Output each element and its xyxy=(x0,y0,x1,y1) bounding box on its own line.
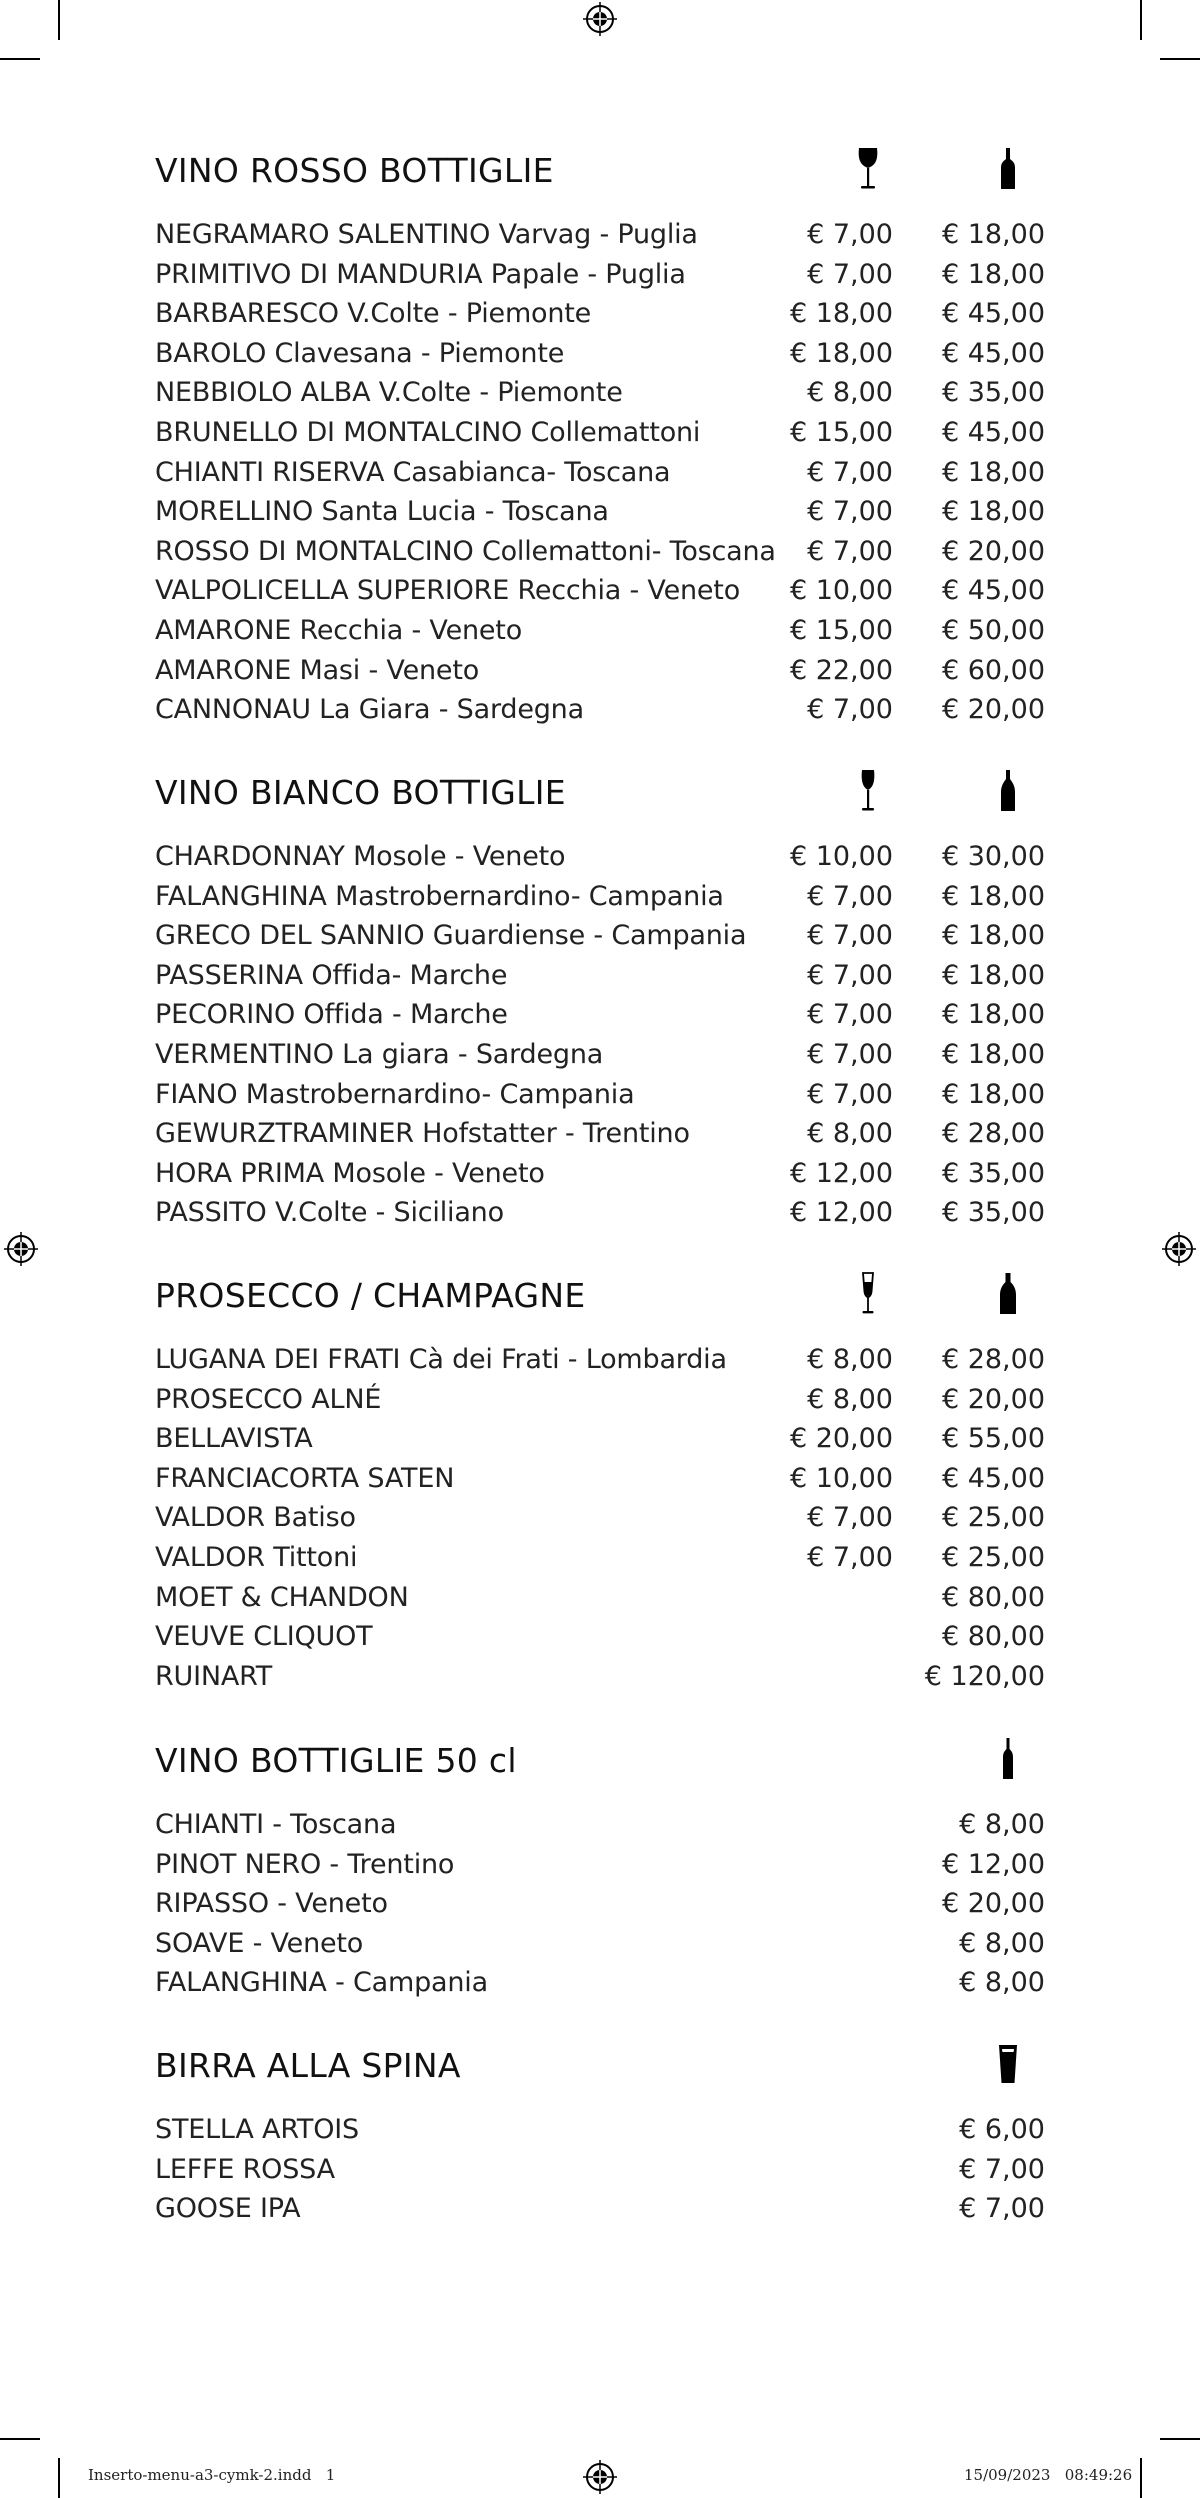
glass-price: € 10,00 xyxy=(789,1462,893,1494)
list-item xyxy=(155,651,1055,691)
section-birra-spina xyxy=(155,2040,1055,2229)
bottle-price: € 45,00 xyxy=(941,337,1045,369)
list-item xyxy=(155,1380,1055,1420)
wine-name: VEUVE CLIQUOT xyxy=(155,1621,373,1653)
wine-name: NEGRAMARO SALENTINO Varvag - Puglia xyxy=(155,219,698,250)
list-item xyxy=(155,453,1055,493)
list-item xyxy=(155,1805,1055,1845)
bottle-price: € 18,00 xyxy=(941,456,1045,488)
bottle-price: € 45,00 xyxy=(941,1462,1045,1494)
list-item xyxy=(155,373,1055,413)
glass-price: € 18,00 xyxy=(789,298,893,330)
bottle-price: € 8,00 xyxy=(959,1927,1045,1959)
registration-mark-icon xyxy=(583,2,617,36)
list-item xyxy=(155,1924,1055,1964)
bottle-price: € 35,00 xyxy=(941,377,1045,409)
bottle-price: € 45,00 xyxy=(941,416,1045,448)
glass-price: € 7,00 xyxy=(807,1502,893,1534)
footer-filename: Inserto-menu-a3-cymk-2.indd 1 xyxy=(88,2466,336,2484)
wine-name: CHIANTI RISERVA Casabianca- Toscana xyxy=(155,456,671,488)
list-item xyxy=(155,1538,1055,1578)
wine-name: LUGANA DEI FRATI Cà dei Frati - Lombardia xyxy=(155,1344,727,1375)
section-title: VINO BIANCO BOTTIGLIE xyxy=(155,773,566,812)
wine-name: PINOT NERO - Trentino xyxy=(155,1848,455,1880)
beer-glass-icon xyxy=(993,2040,1023,2088)
crop-mark xyxy=(0,58,40,60)
registration-mark-icon xyxy=(583,2460,617,2494)
section-header xyxy=(155,2040,1055,2096)
wine-bottle-icon xyxy=(993,145,1023,193)
list-item xyxy=(155,1884,1055,1924)
section-header xyxy=(155,1270,1055,1326)
wine-name: PASSITO V.Colte - Siciliano xyxy=(155,1197,504,1229)
beer-name: LEFFE ROSSA xyxy=(155,2153,335,2185)
wine-name: CHIANTI - Toscana xyxy=(155,1809,397,1840)
wine-name: VALDOR Tittoni xyxy=(155,1541,358,1573)
wine-name: FRANCIACORTA SATEN xyxy=(155,1462,455,1494)
glass-price: € 10,00 xyxy=(789,575,893,607)
glass-price: € 10,00 xyxy=(789,841,893,872)
list-item xyxy=(155,334,1055,374)
section-prosecco-champagne xyxy=(155,1270,1055,1696)
list-item xyxy=(155,837,1055,877)
list-item xyxy=(155,995,1055,1035)
wine-name: PRIMITIVO DI MANDURIA Papale - Puglia xyxy=(155,258,686,290)
list-item xyxy=(155,413,1055,453)
bottle-price: € 30,00 xyxy=(941,841,1045,872)
section-header xyxy=(155,1735,1055,1791)
wine-name: GEWURZTRAMINER Hofstatter - Trentino xyxy=(155,1118,690,1150)
glass-price: € 7,00 xyxy=(807,456,893,488)
list-item xyxy=(155,215,1055,255)
glass-price: € 7,00 xyxy=(807,1038,893,1070)
list-item xyxy=(155,877,1055,917)
glass-price: € 7,00 xyxy=(807,920,893,952)
bottle-price: € 35,00 xyxy=(941,1197,1045,1229)
bottle-price: € 80,00 xyxy=(941,1581,1045,1613)
glass-price: € 8,00 xyxy=(807,1344,893,1375)
champagne-bottle-icon xyxy=(993,1270,1023,1318)
glass-price: € 7,00 xyxy=(807,1541,893,1573)
registration-mark-icon xyxy=(1162,1232,1196,1266)
item-list xyxy=(155,2110,1055,2229)
list-item xyxy=(155,1617,1055,1657)
wine-name: BELLAVISTA xyxy=(155,1423,313,1455)
section-header xyxy=(155,145,1055,201)
bottle-price: € 55,00 xyxy=(941,1423,1045,1455)
list-item xyxy=(155,492,1055,532)
bottle-price: € 8,00 xyxy=(959,1967,1045,1999)
item-list xyxy=(155,1340,1055,1696)
bottle-price: € 18,00 xyxy=(941,880,1045,912)
list-item xyxy=(155,1193,1055,1233)
section-title: VINO BOTTIGLIE 50 cl xyxy=(155,1741,517,1780)
wine-name: VALDOR Batiso xyxy=(155,1502,356,1534)
list-item xyxy=(155,2150,1055,2190)
glass-price: € 7,00 xyxy=(807,959,893,991)
list-item xyxy=(155,2189,1055,2229)
bottle-price: € 25,00 xyxy=(941,1541,1045,1573)
wine-name: MOET & CHANDON xyxy=(155,1581,409,1613)
list-item xyxy=(155,2110,1055,2150)
beer-name: GOOSE IPA xyxy=(155,2193,301,2225)
list-item xyxy=(155,532,1055,572)
list-item xyxy=(155,1035,1055,1075)
list-item xyxy=(155,1459,1055,1499)
section-header xyxy=(155,767,1055,823)
crop-mark xyxy=(58,0,60,40)
glass-price: € 7,00 xyxy=(807,258,893,290)
list-item xyxy=(155,1498,1055,1538)
wine-name: RIPASSO - Veneto xyxy=(155,1888,388,1920)
section-vino-rosso xyxy=(155,145,1055,730)
bottle-price: € 8,00 xyxy=(959,1809,1045,1840)
beer-name: STELLA ARTOIS xyxy=(155,2114,359,2145)
crop-mark xyxy=(0,2438,40,2440)
section-vino-50cl xyxy=(155,1735,1055,2003)
list-item xyxy=(155,1845,1055,1885)
footer-timestamp: 15/09/2023 08:49:26 xyxy=(964,2466,1133,2484)
wine-name: SOAVE - Veneto xyxy=(155,1927,364,1959)
bottle-price: € 45,00 xyxy=(941,575,1045,607)
bottle-price: € 20,00 xyxy=(941,694,1045,726)
item-list xyxy=(155,1805,1055,2003)
item-list xyxy=(155,837,1055,1233)
wine-name: BARBARESCO V.Colte - Piemonte xyxy=(155,298,592,330)
wine-name: HORA PRIMA Mosole - Veneto xyxy=(155,1157,545,1189)
glass-price: € 12,00 xyxy=(789,1197,893,1229)
wine-bottle-icon xyxy=(993,1735,1023,1783)
wine-name: PECORINO Offida - Marche xyxy=(155,999,508,1031)
wine-name: RUINART xyxy=(155,1660,273,1692)
wine-glass-icon xyxy=(853,145,883,193)
list-item xyxy=(155,611,1055,651)
bottle-price: € 18,00 xyxy=(941,920,1045,952)
glass-price: € 8,00 xyxy=(807,377,893,409)
glass-price: € 7,00 xyxy=(807,999,893,1031)
list-item xyxy=(155,916,1055,956)
list-item xyxy=(155,690,1055,730)
wine-name: BAROLO Clavesana - Piemonte xyxy=(155,337,565,369)
section-title: PROSECCO / CHAMPAGNE xyxy=(155,1276,586,1315)
crop-mark xyxy=(1160,2438,1200,2440)
bottle-price: € 12,00 xyxy=(941,1848,1045,1880)
bottle-price: € 120,00 xyxy=(924,1660,1045,1692)
bottle-price: € 18,00 xyxy=(941,496,1045,528)
bottle-price: € 18,00 xyxy=(941,219,1045,250)
bottle-price: € 18,00 xyxy=(941,1038,1045,1070)
section-title: BIRRA ALLA SPINA xyxy=(155,2046,461,2085)
wine-name: VALPOLICELLA SUPERIORE Recchia - Veneto xyxy=(155,575,741,607)
wine-name: AMARONE Masi - Veneto xyxy=(155,654,480,686)
glass-price: € 22,00 xyxy=(789,654,893,686)
glass-price: € 20,00 xyxy=(789,1423,893,1455)
glass-price: € 7,00 xyxy=(807,496,893,528)
list-item xyxy=(155,1657,1055,1697)
wine-name: VERMENTINO La giara - Sardegna xyxy=(155,1038,604,1070)
list-item xyxy=(155,1963,1055,2003)
flute-glass-icon xyxy=(853,1270,883,1318)
list-item xyxy=(155,1154,1055,1194)
list-item xyxy=(155,956,1055,996)
crop-mark xyxy=(1160,58,1200,60)
bottle-price: € 20,00 xyxy=(941,1383,1045,1415)
wine-name: FALANGHINA Mastrobernardino- Campania xyxy=(155,880,724,912)
wine-name: FALANGHINA - Campania xyxy=(155,1967,488,1999)
bottle-price: € 60,00 xyxy=(941,654,1045,686)
wine-name: MORELLINO Santa Lucia - Toscana xyxy=(155,496,609,528)
bottle-price: € 18,00 xyxy=(941,999,1045,1031)
bottle-price: € 28,00 xyxy=(941,1344,1045,1375)
glass-price: € 7,00 xyxy=(807,1078,893,1110)
item-list xyxy=(155,215,1055,730)
wine-name: NEBBIOLO ALBA V.Colte - Piemonte xyxy=(155,377,623,409)
list-item xyxy=(155,1075,1055,1115)
bottle-price: € 80,00 xyxy=(941,1621,1045,1653)
glass-price: € 7,00 xyxy=(807,219,893,250)
glass-price: € 7,00 xyxy=(807,694,893,726)
glass-price: € 18,00 xyxy=(789,337,893,369)
wine-name: GRECO DEL SANNIO Guardiense - Campania xyxy=(155,920,747,952)
registration-mark-icon xyxy=(4,1232,38,1266)
bottle-price: € 18,00 xyxy=(941,1078,1045,1110)
bottle-price: € 50,00 xyxy=(941,614,1045,646)
wine-bottle-icon xyxy=(993,767,1023,815)
wine-name: BRUNELLO DI MONTALCINO Collemattoni xyxy=(155,416,701,448)
list-item xyxy=(155,294,1055,334)
bottle-price: € 18,00 xyxy=(941,959,1045,991)
glass-price: € 8,00 xyxy=(807,1383,893,1415)
section-title: VINO ROSSO BOTTIGLIE xyxy=(155,151,554,190)
bottle-price: € 20,00 xyxy=(941,1888,1045,1920)
wine-name: FIANO Mastrobernardino- Campania xyxy=(155,1078,635,1110)
wine-name: ROSSO DI MONTALCINO Collemattoni- Toscana xyxy=(155,535,776,567)
wine-name: CHARDONNAY Mosole - Veneto xyxy=(155,841,566,872)
bottle-price: € 18,00 xyxy=(941,258,1045,290)
bottle-price: € 28,00 xyxy=(941,1118,1045,1150)
wine-name: AMARONE Recchia - Veneto xyxy=(155,614,523,646)
glass-price: € 12,00 xyxy=(789,1157,893,1189)
glass-price: € 15,00 xyxy=(789,416,893,448)
beer-price: € 7,00 xyxy=(959,2153,1045,2185)
list-item xyxy=(155,1340,1055,1380)
crop-mark xyxy=(1140,0,1142,40)
wine-name: PASSERINA Offida- Marche xyxy=(155,959,508,991)
bottle-price: € 25,00 xyxy=(941,1502,1045,1534)
beer-price: € 6,00 xyxy=(959,2114,1045,2145)
list-item xyxy=(155,255,1055,295)
glass-price: € 7,00 xyxy=(807,535,893,567)
wine-glass-icon xyxy=(853,767,883,815)
wine-name: CANNONAU La Giara - Sardegna xyxy=(155,694,584,726)
crop-mark xyxy=(1140,2458,1142,2498)
crop-mark xyxy=(58,2458,60,2498)
wine-name: PROSECCO ALNÉ xyxy=(155,1383,382,1415)
list-item xyxy=(155,1419,1055,1459)
glass-price: € 7,00 xyxy=(807,880,893,912)
bottle-price: € 35,00 xyxy=(941,1157,1045,1189)
section-vino-bianco xyxy=(155,767,1055,1233)
list-item xyxy=(155,571,1055,611)
beer-price: € 7,00 xyxy=(959,2193,1045,2225)
glass-price: € 8,00 xyxy=(807,1118,893,1150)
glass-price: € 15,00 xyxy=(789,614,893,646)
list-item xyxy=(155,1114,1055,1154)
bottle-price: € 45,00 xyxy=(941,298,1045,330)
list-item xyxy=(155,1578,1055,1618)
bottle-price: € 20,00 xyxy=(941,535,1045,567)
